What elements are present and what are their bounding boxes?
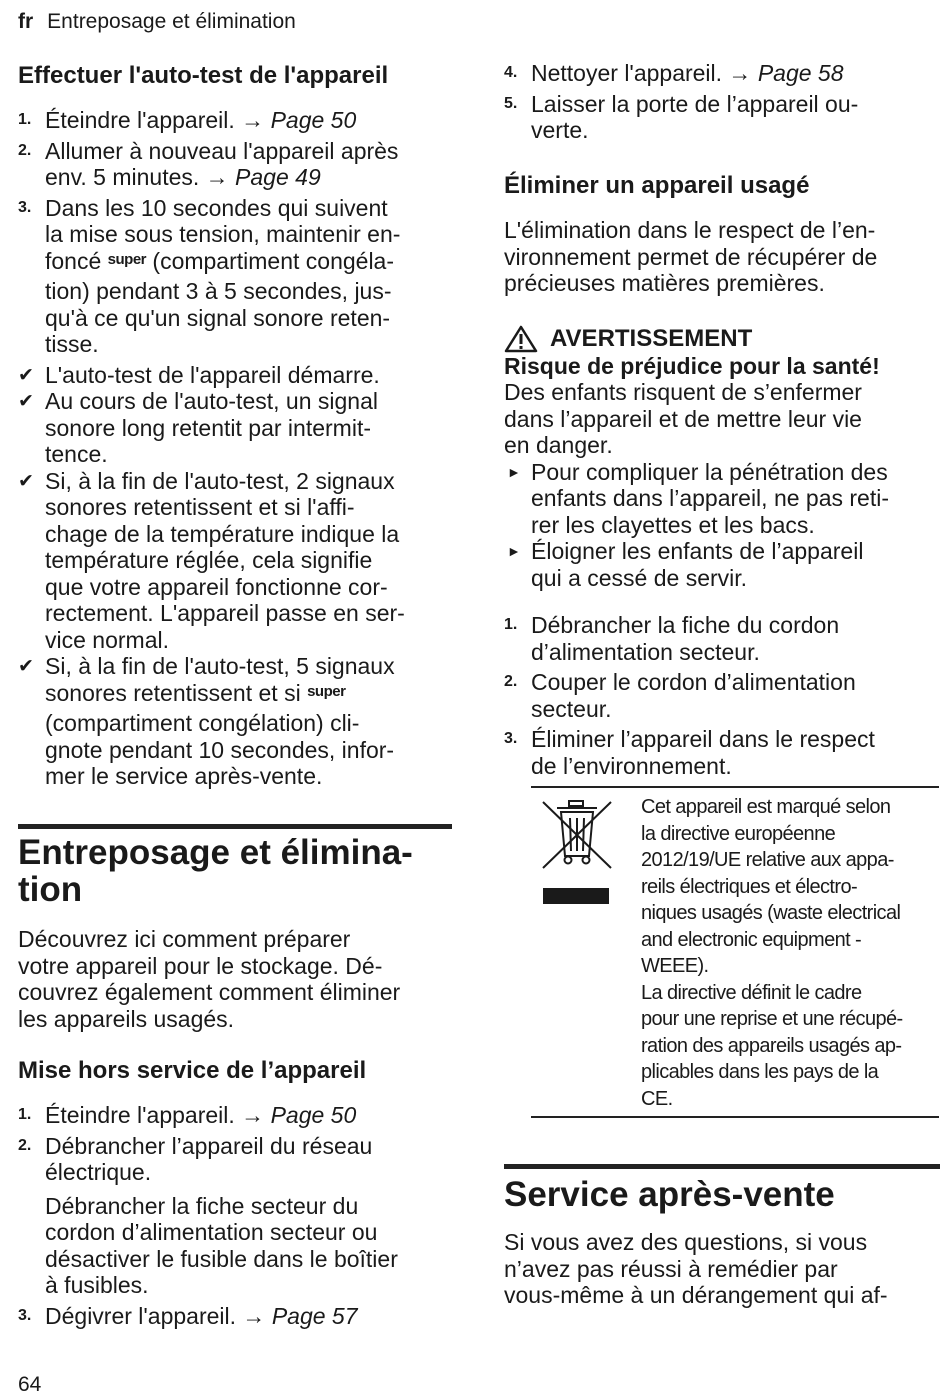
super-symbol: super bbox=[307, 682, 346, 700]
language-code: fr bbox=[18, 10, 34, 33]
warning-label: AVERTISSEMENT bbox=[550, 324, 753, 352]
selftest-section bbox=[18, 62, 454, 790]
disposal-section bbox=[504, 172, 940, 779]
storage-heading: Entreposage et élimina- tion bbox=[18, 833, 413, 909]
selftest-result-4: ✔ Si, à la fin de l'auto-test, 5 signaux sonores retentissent et si $^{super}$ (compartiment congélation) cli- gnote pendant 10 secondes, infor- mer le service après-vente. bbox=[18, 653, 395, 789]
arrow-bullet-icon: ► bbox=[507, 463, 521, 480]
warning-action-1: ► Pour compliquer la pénétration des enfants dans l’appareil, ne pas reti- rer les clayettes et les bacs. bbox=[507, 458, 889, 538]
page-reference[interactable]: Page 50 bbox=[270, 107, 357, 133]
section-title: Entreposage et élimination bbox=[47, 10, 296, 33]
disposal-step-3: 3. Éliminer l’appareil dans le respect de l’environnement. bbox=[504, 726, 875, 779]
service-section bbox=[504, 1176, 940, 1309]
storage-section bbox=[18, 834, 454, 1032]
crossed-bin-icon bbox=[539, 796, 617, 906]
check-icon: ✔ bbox=[18, 470, 34, 492]
selftest-result-1: ✔ L'auto-test de l'appareil démarre. bbox=[18, 361, 380, 388]
super-symbol: super bbox=[107, 250, 147, 268]
selftest-step-2: 2. Allumer à nouveau l'appareil après env. 5 minutes. → Page 49 bbox=[18, 137, 399, 190]
service-heading: Service après-vente bbox=[504, 1175, 835, 1214]
selftest-result-3: ✔ Si, à la fin de l'auto-test, 2 signaux sonores retentissent et si l'affi- chage de la température indique la température réglée, cela signifie que votre appareil fonctionne cor- rectement. L'appareil passe en ser- vice normal. bbox=[18, 467, 405, 653]
disposal-intro: L'élimination dans le respect de l’en- vironnement permet de récupérer de précieuses matières premières. bbox=[504, 217, 878, 296]
page-reference[interactable]: Page 58 bbox=[757, 60, 844, 86]
warning-action-2: ► Éloigner les enfants de l’appareil qui a cessé de servir. bbox=[507, 538, 864, 591]
warning-risk: Risque de préjudice pour la santé! bbox=[504, 352, 880, 379]
section-divider bbox=[18, 824, 452, 829]
warning-text: Des enfants risquent de s’enfermer dans l’appareil et de mettre leur vie en danger. bbox=[504, 379, 862, 458]
section-divider bbox=[504, 1164, 940, 1169]
page-reference[interactable]: Page 49 bbox=[235, 164, 321, 190]
check-icon: ✔ bbox=[18, 656, 34, 677]
weee-text: Cet appareil est marqué selon la directive européenne 2012/19/UE relative aux appa- reils électriques et électro- niques usagés (waste electrical and electronic equipment - WEEE). La directive définit le cadre pour une reprise et une récupé- ration des appareils usagés ap- plicables dans les pays de la CE. bbox=[641, 796, 903, 1110]
disposal-step-2: 2. Couper le cordon d’alimentation secteur. bbox=[504, 669, 856, 722]
warning-heading bbox=[504, 325, 940, 353]
disposal-heading: Éliminer un appareil usagé bbox=[504, 172, 810, 199]
shutdown-step-5: 5. Laisser la porte de l’appareil ou- verte. bbox=[504, 90, 859, 143]
selftest-step-1: 1. Éteindre l'appareil. → Page 50 bbox=[18, 107, 357, 133]
shutdown-section-cont bbox=[504, 60, 940, 144]
service-text: Si vous avez des questions, si vous n’avez pas réussi à remédier par vous-même à un dérangement qui af- bbox=[504, 1229, 888, 1308]
page-header bbox=[18, 9, 296, 35]
page-reference[interactable]: Page 57 bbox=[271, 1302, 358, 1329]
check-icon: ✔ bbox=[18, 391, 34, 412]
check-icon: ✔ bbox=[18, 364, 34, 386]
disposal-step-1: 1. Débrancher la fiche du cordon d’alimentation secteur. bbox=[504, 612, 840, 665]
storage-intro: Découvrez ici comment préparer votre appareil pour le stockage. Dé- couvrez également comment éliminer les appareils usagés. bbox=[18, 926, 401, 1032]
shutdown-step-1: 1. Éteindre l'appareil. → Page 50 bbox=[18, 1102, 357, 1128]
shutdown-section bbox=[18, 1057, 454, 1329]
shutdown-step-3: 3. Dégivrer l'appareil. → Page 57 bbox=[18, 1302, 358, 1329]
shutdown-step-2: 2. Débrancher l’appareil du réseau électrique. Débrancher la fiche secteur du cordon d’alimentation secteur ou désactiver le fusible dans le boîtier à fusibles. bbox=[18, 1132, 398, 1298]
shutdown-step-4: 4. Nettoyer l'appareil. → Page 58 bbox=[504, 60, 844, 86]
selftest-step-3: 3. Dans les 10 secondes qui suivent la mise sous tension, maintenir en- foncé $^{super}$ (compartiment congéla- tion) pendant 3 à 5 secondes, jus- qu'à ce qu'un signal sonore reten- tisse. bbox=[18, 194, 401, 357]
warning-triangle-icon bbox=[504, 325, 538, 353]
weee-notice bbox=[531, 786, 939, 1118]
warning-block bbox=[504, 325, 940, 592]
arrow-bullet-icon: ► bbox=[507, 543, 521, 559]
shutdown-heading: Mise hors service de l’appareil bbox=[18, 1057, 367, 1084]
page-number: 64 bbox=[18, 1373, 42, 1396]
selftest-heading: Effectuer l'auto-test de l'appareil bbox=[18, 62, 389, 89]
page-reference[interactable]: Page 50 bbox=[270, 1102, 357, 1128]
selftest-result-2: ✔ Au cours de l'auto-test, un signal sonore long retentit par intermit- tence. bbox=[18, 388, 378, 467]
